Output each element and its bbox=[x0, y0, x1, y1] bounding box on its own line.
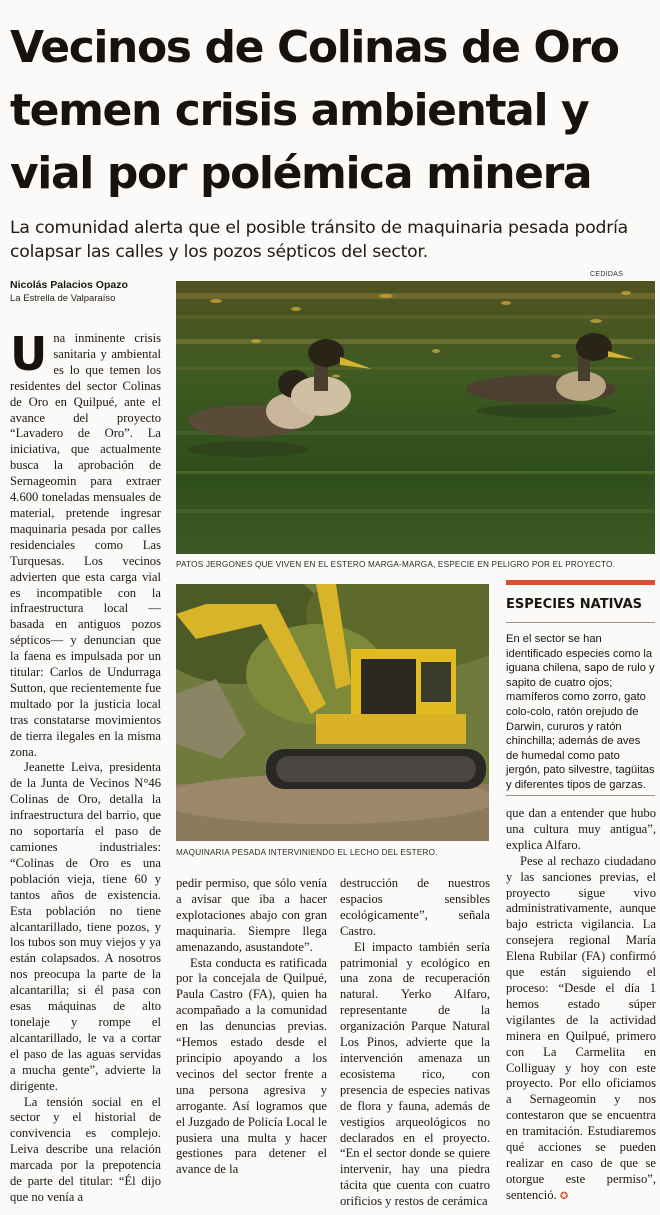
article-column-1 bbox=[10, 327, 161, 1206]
ducks-photo bbox=[176, 281, 655, 554]
article-paragraph-7: El impacto también sería patrimonial y ecológico en una zona de recuperación natural. Yerko Alfaro, representante de la organización Parque Natural Los Pinos, advierte que la intervención amenaza un ecosistema rico, con presencia de especies nativas de flora y fauna, además de vestigios arqueológicos no declarados en el proyecto. “En el sector donde se quiere intervenir, hay una piedra tácita que cuenta con cuatro orificios y restos de cerámica bbox=[340, 939, 490, 1209]
dropcap: U bbox=[10, 327, 48, 381]
article-column-4 bbox=[506, 806, 656, 1205]
byline-publication: La Estrella de Valparaíso bbox=[10, 293, 116, 304]
excavator-photo bbox=[176, 584, 489, 841]
sidebar-text: En el sector se han identificado especies como la iguana chilena, sapo de rulo y sapito de cuatro ojos; mamíferos como zorro, gato colo-colo, ratón orejudo de Darwin, cururos y ratón chinchilla; además de aves de humedal como pato jergón, pato silvestre, tagüitas y diferentes tipos de garzas. bbox=[506, 633, 655, 791]
sidebar-bottom-rule bbox=[506, 795, 655, 796]
headline bbox=[10, 16, 655, 205]
excavator-caption: MAQUINARIA PESADA INTERVINIENDO EL LECHO DEL ESTERO. bbox=[176, 848, 438, 857]
article-paragraph-3: La tensión social en el sector y el historial de convivencia es complejo. Leiva describe una relación marcada por la prepotencia de parte del titular: “Él dijo que no venía a bbox=[10, 1094, 161, 1204]
article-paragraph-5: Esta conducta es ratificada por la concejala de Quilpué, Paula Castro (FA), quien ha acompañado a la comunidad en las denuncias previas. “Hemos estado desde el principio apoyando a los vecinos del sector frente a una persona agresiva y arrogante. Así logramos que el Juzgado de Policía Local le pusiera una multa y hacer gestiones para detener el avance de la bbox=[176, 955, 327, 1177]
article-column-2 bbox=[176, 876, 327, 1178]
deck-line-1: La comunidad alerta que el posible tránsito de maquinaria pesada podría bbox=[10, 218, 629, 238]
sidebar-title: ESPECIES NATIVAS bbox=[506, 597, 643, 612]
deck bbox=[10, 216, 655, 264]
ducks-photo-image bbox=[176, 281, 655, 554]
article-column-3 bbox=[340, 876, 490, 1210]
sidebar-rule bbox=[506, 622, 655, 623]
headline-line-3: vial por polémica minera bbox=[10, 148, 592, 199]
headline-line-2: temen crisis ambiental y bbox=[10, 85, 589, 136]
article-paragraph-4: pedir permiso, que sólo venía a avisar que iba a hacer explotaciones abajo con gran maquinaria. Siempre llega amenazando, asustandote”. bbox=[176, 876, 327, 954]
article-paragraph-9-text: Pese al rechazo ciudadano y las sanciones previas, el proyecto sigue vivo administrativamente, aunque bajo estricta vigilancia. La consejera regional María Elena Rubilar (FA) confirmó que están siguiendo el proceso: “Desde el día 1 hemos estado súper vigilantes de la actividad minera en Quilpué, primero con La Carmelita en Colliguay y hoy con este proyecto. Por ello oficiamos a Sernageomin y nos contestaron que se encuentra en tramitación. Estudiaremos qué acciones se pueden realizar en caso de que se otorgue este permiso”, sentenció. bbox=[506, 853, 656, 1202]
byline-author: Nicolás Palacios Opazo bbox=[10, 279, 128, 291]
article-paragraph-9 bbox=[506, 854, 656, 1205]
photo-credit: CEDIDAS bbox=[590, 271, 624, 278]
end-mark-icon: ✪ bbox=[559, 1190, 569, 1202]
ducks-caption: PATOS JERGONES QUE VIVEN EN EL ESTERO MARGA-MARGA, ESPECIE EN PELIGRO POR EL PROYECTO. bbox=[176, 560, 616, 569]
sidebar-accent-bar bbox=[506, 580, 655, 585]
article-paragraph-6: destrucción de nuestros espacios sensibles ecológicamente”, señala Castro. bbox=[340, 876, 490, 938]
article-paragraph-8: que dan a entender que hubo una cultura muy antigua”, explica Alfaro. bbox=[506, 806, 656, 852]
article-paragraph-1: na inminente crisis sanitaria y ambiental es lo que temen los residentes del sector Colinas de Oro en Quilpué, ante el avance del proyecto “Lavadero de Oro”. La iniciativa, que actualmente busca la aprobación de Sernageomin para extraer 4.600 toneladas mensuales de material, pretende ingresar maquinaria pesada por calles residenciales como Las Turquesas. Los vecinos advierten que esta carga vial es incompatible con la infraestructura local —basada en antiguos pozos sépticos— y denuncian que la faena es impulsada por un titular: Carlos de Undurraga Sutton, que recientemente fue multado por la justicia local tras constatarse movimientos de tierra ilegales en la misma zona. bbox=[10, 331, 161, 759]
deck-line-2: colapsar las calles y los pozos sépticos del sector. bbox=[10, 242, 429, 262]
excavator-photo-image bbox=[176, 584, 489, 841]
headline-line-1: Vecinos de Colinas de Oro bbox=[10, 22, 619, 73]
article-paragraph-2: Jeanette Leiva, presidenta de la Junta de Vecinos N°46 Colinas de Oro, detalla la infraestructura del barrio, que no soportaría el paso de camiones industriales: “Colinas de Oro es una población vieja, tiene 60 y tantos años de existencia. Esta población no tiene alcantarillado, tiene pozos, y los tubos son muy viejos y ya están colapsados. A nosotros nos preocupa la parte de la alcantarilla; si él pasa con esas máquinas de alto tonelaje y rompe el alcantarillado, le va a cortar el paso de las aguas servidas a mucha gente”, advierte la dirigente. bbox=[10, 760, 161, 1093]
